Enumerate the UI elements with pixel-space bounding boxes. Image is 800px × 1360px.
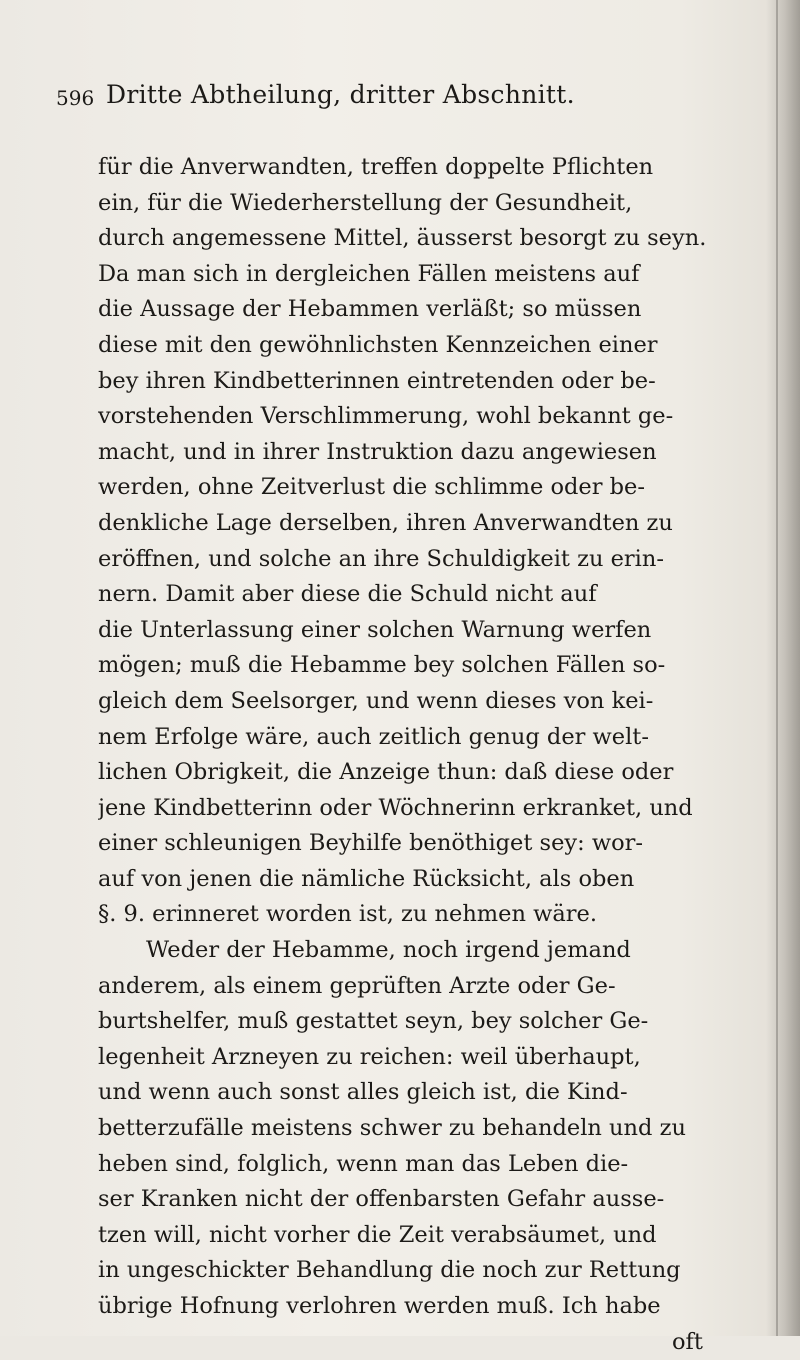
binding-shadow bbox=[766, 0, 800, 1336]
text-line: und wenn auch sonst alles gleich ist, die Kind- bbox=[98, 1079, 628, 1106]
catchword: oft bbox=[672, 1328, 703, 1355]
text-line: vorstehenden Verschlimmerung, wohl bekannt ge- bbox=[98, 403, 674, 430]
text-line: nern. Damit aber diese die Schuld nicht auf bbox=[98, 581, 597, 608]
text-line: die Aussage der Hebammen verläßt; so müssen bbox=[98, 296, 642, 323]
text-line: in ungeschickter Behandlung die noch zur Rettung bbox=[98, 1257, 681, 1284]
text-line: nem Erfolge wäre, auch zeitlich genug der welt- bbox=[98, 723, 649, 750]
text-line: betterzufälle meistens schwer zu behandeln und zu bbox=[98, 1115, 686, 1142]
text-line: werden, ohne Zeitverlust die schlimme oder be- bbox=[98, 474, 645, 501]
paragraph-start-line: Weder der Hebamme, noch irgend jemand bbox=[146, 937, 631, 964]
text-line: durch angemessene Mittel, äusserst besorgt zu seyn. bbox=[98, 225, 707, 252]
text-line: tzen will, nicht vorher die Zeit verabsäumet, und bbox=[98, 1221, 657, 1248]
page-number: 596 bbox=[56, 86, 95, 110]
text-line: die Unterlassung einer solchen Warnung werfen bbox=[98, 616, 652, 643]
text-line: eröffnen, und solche an ihre Schuldigkeit zu erin- bbox=[98, 545, 664, 572]
text-line: diese mit den gewöhnlichsten Kennzeichen einer bbox=[98, 331, 658, 358]
text-line: anderem, als einem geprüften Arzte oder Ge- bbox=[98, 972, 616, 999]
body-text bbox=[98, 150, 758, 1360]
text-line: einer schleunigen Beyhilfe benöthiget sey: wor- bbox=[98, 830, 644, 857]
running-head: Dritte Abtheilung, dritter Abschnitt. bbox=[106, 80, 575, 109]
text-line: §. 9. erinneret worden ist, zu nehmen wäre. bbox=[98, 901, 597, 928]
text-line: bey ihren Kindbetterinnen eintretenden oder be- bbox=[98, 367, 656, 394]
text-line: für die Anverwandten, treffen doppelte Pflichten bbox=[98, 154, 654, 180]
page-header bbox=[56, 80, 776, 120]
text-line: ser Kranken nicht der offenbarsten Gefahr ausse- bbox=[98, 1186, 665, 1213]
text-line: mögen; muß die Hebamme bey solchen Fällen so- bbox=[98, 652, 666, 679]
text-line: heben sind, folglich, wenn man das Leben die- bbox=[98, 1150, 629, 1177]
page-edge bbox=[776, 0, 778, 1336]
text-line: Da man sich in dergleichen Fällen meistens auf bbox=[98, 260, 640, 287]
text-line: gleich dem Seelsorger, und wenn dieses von kei- bbox=[98, 687, 654, 714]
text-line: burtshelfer, muß gestattet seyn, bey solcher Ge- bbox=[98, 1008, 649, 1035]
text-line: jene Kindbetterinn oder Wöchnerinn erkranket, und bbox=[98, 794, 693, 821]
text-line: übrige Hofnung verlohren werden muß. Ich habe bbox=[98, 1293, 661, 1319]
text-line: ein, für die Wiederherstellung der Gesundheit, bbox=[98, 189, 633, 216]
text-line: auf von jenen die nämliche Rücksicht, als oben bbox=[98, 865, 635, 892]
text-line: macht, und in ihrer Instruktion dazu angewiesen bbox=[98, 438, 657, 465]
text-line: denkliche Lage derselben, ihren Anverwandten zu bbox=[98, 509, 673, 536]
text-line: legenheit Arzneyen zu reichen: weil überhaupt, bbox=[98, 1043, 641, 1070]
text-line: lichen Obrigkeit, die Anzeige thun: daß diese oder bbox=[98, 759, 674, 786]
